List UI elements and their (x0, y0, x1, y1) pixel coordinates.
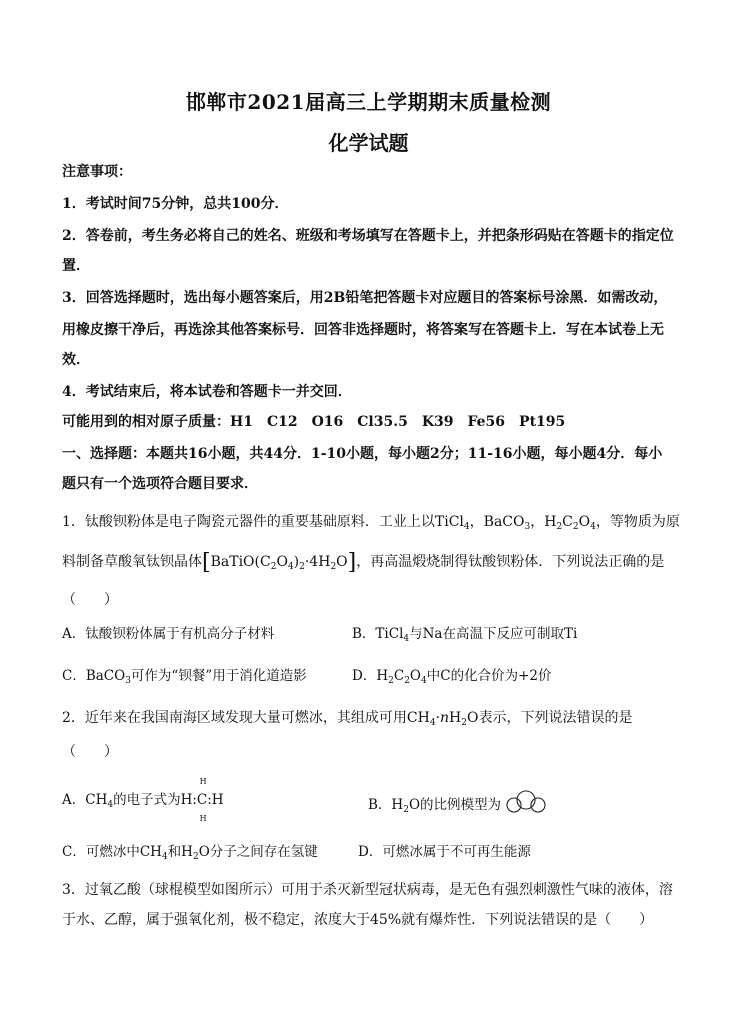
question-2-answer-paren: （ ） (62, 744, 118, 760)
question-3-line-2: 于水、乙醇，属于强氧化剂，极不稳定，浓度大于45%就有爆炸性．下列说法错误的是（ ） (62, 912, 654, 928)
electron-h-top: H (199, 777, 207, 786)
question-1-line-2: 料制备草酸氧钛钡晶体$[BaTiO(C_2O_4)_2\cdot 4H_2O]$，再高温煅烧制得钛酸钡粉体．下列说法正确的是 (62, 550, 665, 575)
notice-3-cont-2: 效． (62, 352, 90, 368)
question-2-line-1: 2．近年来在我国南海区域发现大量可燃冰，其组成可用$CH_4\cdot nH_2O$表示，下列说法错误的是 (62, 710, 633, 728)
question-3-line-1: 3．过氧乙酸（球棍模型如图所示）可用于杀灭新型冠状病毒，是无色有强烈刺激性气味的液体，溶 (62, 882, 673, 898)
q2-option-c[interactable]: C．可燃冰中$CH_4$和$H_2O$分子之间存在氢键 (62, 844, 318, 862)
section-heading: 一、选择题：本题共16小题，共44分．1-10小题，每小题2分；11-16小题，每小题4分．每小 (62, 446, 663, 462)
ch4-electron-formula: H:C:H H H (180, 777, 224, 823)
notice-2-cont: 置． (62, 258, 90, 274)
notice-heading: 注意事项： (62, 164, 132, 180)
section-heading-cont: 题只有一个选项符合题目要求． (62, 476, 258, 492)
water-space-filling-model-icon (505, 790, 547, 816)
q1-option-d[interactable]: D．$H_2C_2O_4$中C的化合价为+2价 (352, 668, 552, 686)
q1-option-c[interactable]: C．BaCO$_3$可作为“钡餐”用于消化道造影 (62, 668, 307, 686)
q1-option-a[interactable]: A．钛酸钡粉体属于有机高分子材料 (62, 626, 275, 642)
q2-option-d[interactable]: D．可燃冰属于不可再生能源 (358, 844, 531, 860)
q2-option-b[interactable]: B．$H_2O$的比例模型为 (368, 790, 547, 816)
atomic-mass-line: 可能用到的相对原子质量：H1 C12 O16 Cl35.5 K39 Fe56 Pt195 (62, 414, 566, 430)
notice-4: 4．考试结束后，将本试卷和答题卡一并交回． (62, 384, 352, 400)
q2-option-a[interactable]: A．$CH_4$的电子式为H:C:H H H (62, 777, 224, 823)
notice-1: 1．考试时间75分钟，总共100分． (62, 196, 289, 212)
notice-3: 3．回答选择题时，选出每小题答案后，用2B铅笔把答题卡对应题目的答案标号涂黑．如需改动， (62, 290, 668, 306)
question-1-line-1: 1．钛酸钡粉体是电子陶瓷元器件的重要基础原料．工业上以TiCl$_4$，BaCO$_3$，$H_2C_2O_4$，等物质为原 (62, 514, 680, 532)
q1-option-b[interactable]: B．TiCl$_4$与Na在高温下反应可制取Ti (352, 626, 578, 644)
exam-title: 邯郸市2021届高三上学期期末质量检测 (185, 90, 552, 114)
notice-2: 2．答卷前，考生务必将自己的姓名、班级和考场填写在答题卡上，并把条形码贴在答题卡的指定位 (62, 228, 674, 244)
electron-h-bottom: H (199, 814, 207, 823)
notice-3-cont-1: 用橡皮擦干净后，再选涂其他答案标号．回答非选择题时，将答案写在答题卡上．写在本试卷上无 (62, 322, 664, 338)
crystal-formula: $BaTiO(C_2O_4)_2\cdot 4H_2O$ (210, 554, 348, 572)
question-1-answer-paren: （ ） (62, 592, 118, 608)
exam-subtitle: 化学试题 (328, 131, 409, 155)
